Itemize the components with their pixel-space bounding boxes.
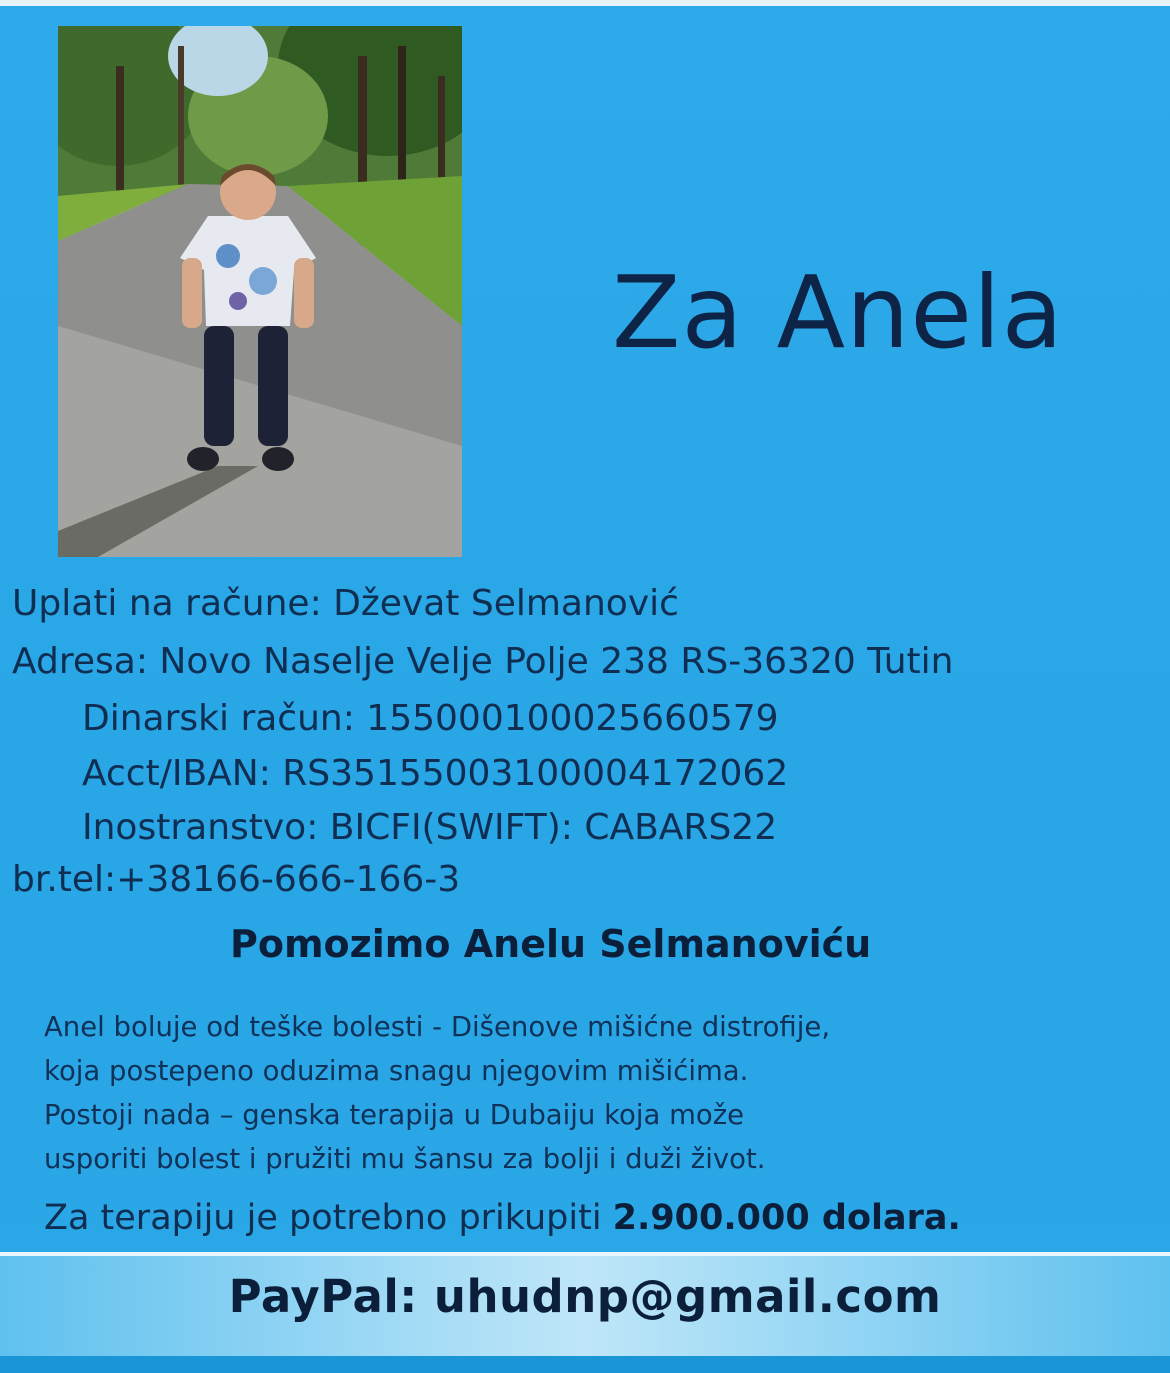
swift-line: Inostranstvo: BICFI(SWIFT): CABARS22: [82, 807, 778, 848]
bottom-border: [0, 1356, 1170, 1373]
poster-title: Za Anela: [612, 254, 1064, 371]
description-paragraph: [44, 1005, 1024, 1181]
dinar-account-line: Dinarski račun: 155000100025660579: [82, 698, 779, 739]
description-line: Postoji nada – genska terapija u Dubaiju koja može: [44, 1099, 745, 1131]
top-border: [0, 0, 1170, 6]
goal-text: Za terapiju je potrebno prikupiti: [44, 1198, 613, 1238]
paypal-email[interactable]: PayPal: uhudnp@gmail.com: [228, 1270, 942, 1323]
description-line: usporiti bolest i pružiti mu šansu za bolji i duži život.: [44, 1143, 766, 1175]
boy-photo: [58, 26, 462, 557]
address-line: Adresa: Novo Naselje Velje Polje 238 RS-36320 Tutin: [12, 641, 954, 682]
description-line: koja postepeno oduzima snagu njegovim mišićima.: [44, 1055, 749, 1087]
description-line: Anel boluje od teške bolesti - Dišenove mišićne distrofije,: [44, 1011, 831, 1043]
phone-line: br.tel:+38166-666-166-3: [12, 859, 461, 900]
goal-amount: 2.900.000 dolara.: [612, 1198, 961, 1238]
appeal-heading: Pomozimo Anelu Selmanoviću: [230, 922, 872, 966]
recipient-line: Uplati na račune: Dževat Selmanović: [12, 583, 679, 624]
goal-line: [44, 1198, 961, 1238]
iban-line: Acct/IBAN: RS35155003100004172062: [82, 753, 789, 794]
